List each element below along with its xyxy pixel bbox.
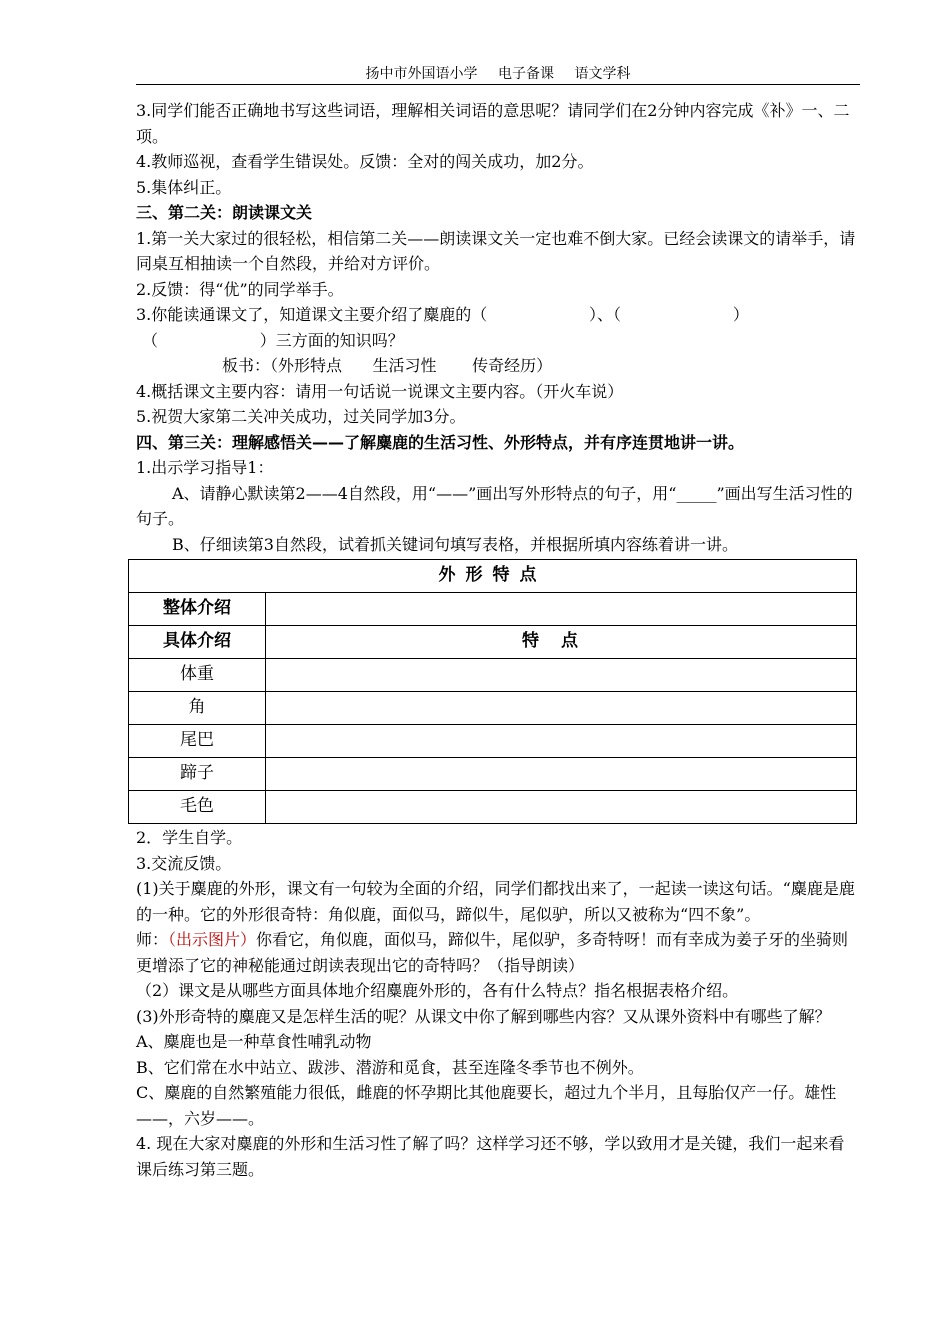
- table-cell-blank[interactable]: [266, 659, 857, 692]
- table-cell-label: 具体介绍: [129, 626, 266, 659]
- table-cell-label: 整体介绍: [129, 593, 266, 626]
- paragraph: 4.教师巡视，查看学生错误处。反馈：全对的闯关成功，加2分。: [136, 152, 594, 171]
- paragraph: （ ）三方面的知识吗？: [142, 330, 404, 350]
- paragraph: 2.反馈：得“优”的同学举手。: [136, 279, 344, 299]
- paragraph: 5.祝贺大家第二关冲关成功，过关同学加3分。: [136, 407, 466, 426]
- paragraph: [136, 481, 860, 532]
- table-cell-label: 蹄子: [129, 758, 266, 791]
- instruction-b: B、仔细读第3自然段，试着抓关键词句填写表格，并根据所填内容练着讲一讲。: [172, 534, 738, 554]
- section-heading: 四、第三关：理解感悟关——了解麋鹿的生活习性、外形特点，并有序连贯地讲一讲。: [136, 432, 745, 452]
- paragraph: 4.概括课文主要内容：请用一句话说一说课文主要内容。（开火车说）: [136, 381, 624, 401]
- table-cell-label: 毛色: [129, 791, 266, 824]
- page-header: [136, 66, 860, 82]
- paragraph: 1.第一关大家过的很轻松，相信第二关——朗读课文关一定也难不倒大家。已经会读课文的请举手，请同桌互相抽读一个自然段，并给对方评价。: [136, 228, 856, 273]
- table-cell-blank[interactable]: [266, 791, 857, 824]
- paragraph: (3)外形奇特的麋鹿又是怎样生活的呢？从课文中你了解到哪些内容？又从课外资料中有哪些了解？: [136, 1006, 831, 1026]
- table-cell-blank[interactable]: [266, 593, 857, 626]
- paragraph: (1)关于麋鹿的外形，课文有一句较为全面的介绍，同学们都找出来了，一起读一读这句话。“麋鹿是鹿的一种。它的外形很奇特：角似鹿，面似马，蹄似牛，尾似驴，所以又被称为“四不象”。: [136, 879, 855, 924]
- table-cell-label: 体重: [129, 659, 266, 692]
- table-row: [129, 791, 857, 824]
- table-cell-header: 特点: [266, 626, 857, 659]
- table-cell-blank[interactable]: [266, 758, 857, 791]
- header-rule: [136, 84, 860, 85]
- table-cell-label: 尾巴: [129, 725, 266, 758]
- paragraph: 1.出示学习指导1：: [136, 458, 274, 477]
- teacher-prefix: 师：: [136, 930, 169, 949]
- paragraph: 2．学生自学。: [136, 828, 243, 847]
- paragraph: A、麋鹿也是一种草食性哺乳动物: [136, 1032, 372, 1051]
- paragraph: 3.你能读通课文了，知道课文主要介绍了麋鹿的（ ）、（ ）: [136, 305, 749, 324]
- table-cell-blank[interactable]: [266, 725, 857, 758]
- table-row: [129, 758, 857, 791]
- board-notes: 板书：（外形特点 生活习性 传奇经历）: [222, 356, 553, 375]
- paragraph: [136, 532, 860, 558]
- teacher-text: 你看它，角似鹿，面似马，蹄似牛，尾似驴，多奇特呀！而有幸成为姜子牙的坐骑则更增添了它的神秘能通过朗读表现出它的奇特吗？（指导朗读）: [136, 930, 849, 975]
- paragraph: B、它们常在水中站立、跋涉、潜游和觅食，甚至连隆冬季节也不例外。: [136, 1057, 644, 1077]
- document-body: [136, 98, 860, 1182]
- header-subject: 语文学科: [574, 66, 631, 82]
- table-row: [129, 659, 857, 692]
- table-row: [129, 626, 857, 659]
- feature-table: [128, 559, 857, 824]
- instruction-a: A、请静心默读第2——4自然段，用“——”画出写外形特点的句子，用“_____”画出写生活习性的句子。: [136, 483, 853, 528]
- table-row: [129, 725, 857, 758]
- header-type: 电子备课: [498, 66, 554, 82]
- paragraph: C、麋鹿的自然繁殖能力很低，雌鹿的怀孕期比其他鹿要长，超过九个半月，且每胎仅产一仔。雄性——，六岁——。: [136, 1083, 837, 1128]
- header-school: 扬中市外国语小学: [365, 66, 478, 82]
- table-cell-label: 角: [129, 692, 266, 725]
- paragraph: 3.交流反馈。: [136, 853, 232, 873]
- table-row: [129, 560, 857, 593]
- paragraph: 3.同学们能否正确地书写这些词语，理解相关词语的意思呢？请同学们在2分钟内容完成《补》一、二项。: [136, 101, 850, 146]
- table-row: [129, 593, 857, 626]
- section-heading: 三、第二关：朗读课文关: [136, 203, 313, 222]
- table-cell-blank[interactable]: [266, 692, 857, 725]
- table-title: 外形特点: [129, 560, 857, 593]
- show-picture-note: （出示图片）: [168, 930, 257, 949]
- paragraph: 5.集体纠正。: [136, 177, 232, 197]
- paragraph: （2）课文是从哪些方面具体地介绍麋鹿外形的，各有什么特点？指名根据表格介绍。: [136, 981, 739, 1000]
- table-row: [129, 692, 857, 725]
- paragraph: [136, 927, 860, 978]
- paragraph: 4. 现在大家对麋鹿的外形和生活习性了解了吗？这样学习还不够，学以致用才是关键，我们一起来看课后练习第三题。: [136, 1134, 845, 1179]
